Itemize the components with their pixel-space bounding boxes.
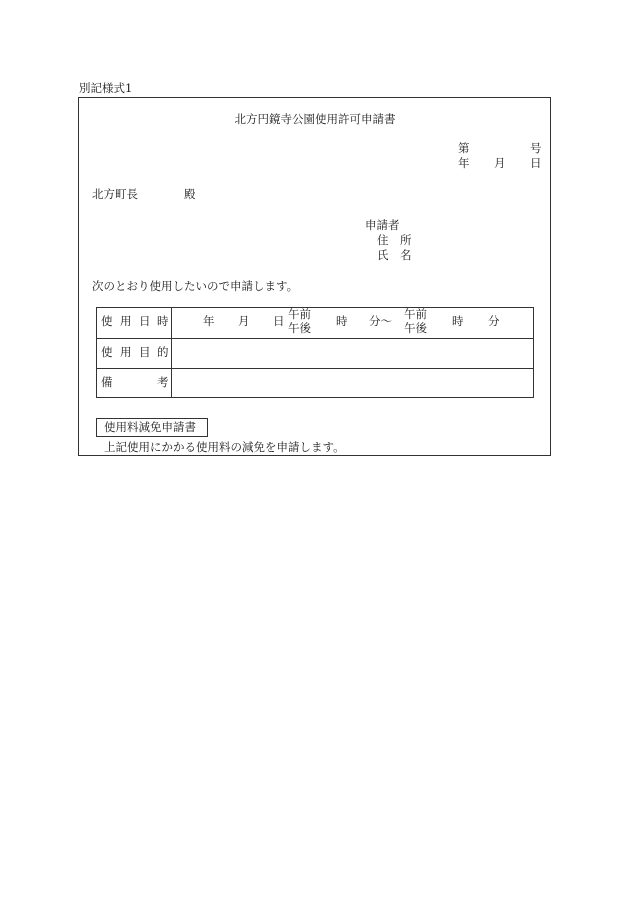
address-label-1: 住 [377, 233, 389, 247]
address-label-2: 所 [400, 233, 412, 247]
datetime-hour-end: 時 [452, 314, 464, 328]
datetime-hour: 時 [336, 314, 348, 328]
datetime-am: 午前 [288, 307, 311, 321]
date-month: 月 [494, 156, 506, 170]
datetime-year: 年 [203, 314, 215, 328]
remarks-label-2: 考 [157, 375, 169, 389]
remarks-label-1: 備 [101, 375, 113, 389]
name-label-2: 名 [400, 248, 412, 262]
datetime-pm: 午後 [288, 321, 311, 335]
intro-text: 次のとおり使用したいので申請します。 [92, 279, 299, 293]
name-label-1: 氏 [377, 248, 389, 262]
table-row-divider [97, 338, 533, 339]
usage-purpose-label-4: 的 [157, 345, 169, 359]
datetime-minute-end: 分 [488, 314, 500, 328]
exemption-title: 使用料減免申請書 [104, 420, 196, 434]
usage-datetime-label-4: 時 [157, 314, 169, 328]
table-column-divider [171, 308, 172, 397]
date-day: 日 [530, 156, 542, 170]
page-title: 北方円鏡寺公園使用許可申請書 [234, 112, 396, 126]
datetime-am-end: 午前 [404, 307, 427, 321]
number-suffix: 号 [530, 141, 542, 155]
datetime-pm-end: 午後 [404, 321, 427, 335]
addressee-honorific: 殿 [184, 187, 196, 201]
form-label: 別記様式1 [79, 81, 133, 95]
date-year: 年 [458, 156, 470, 170]
datetime-day: 日 [273, 314, 285, 328]
usage-datetime-label-1: 使 [101, 314, 113, 328]
form-frame [78, 97, 551, 456]
number-prefix: 第 [458, 141, 470, 155]
datetime-minute-to: 分～ [369, 314, 392, 328]
datetime-month: 月 [238, 314, 250, 328]
exemption-text: 上記使用にかかる使用料の減免を申請します。 [104, 440, 345, 454]
usage-purpose-label-1: 使 [101, 345, 113, 359]
usage-purpose-label-2: 用 [120, 345, 132, 359]
usage-datetime-label-2: 用 [120, 314, 132, 328]
table-row-divider [97, 368, 533, 369]
usage-datetime-label-3: 日 [139, 314, 151, 328]
applicant-heading: 申請者 [365, 218, 400, 232]
addressee: 北方町長 [92, 187, 138, 201]
usage-purpose-label-3: 目 [139, 345, 151, 359]
